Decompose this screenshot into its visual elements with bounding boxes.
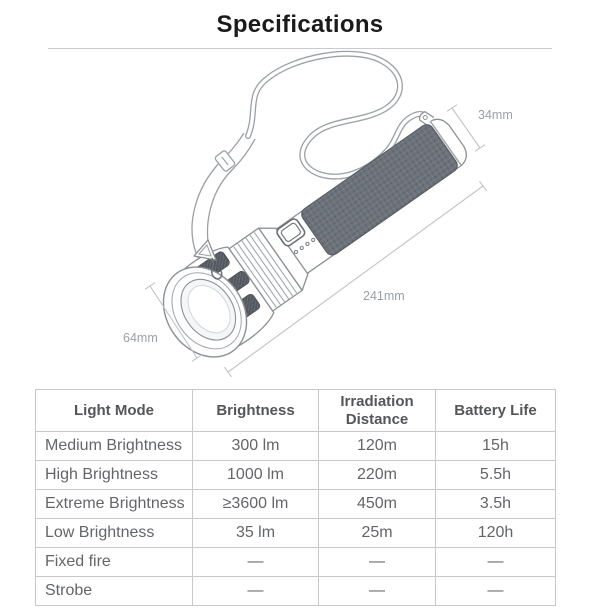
cell-battery: — (436, 548, 556, 577)
cell-distance: 25m (319, 519, 436, 548)
flashlight-body (146, 97, 484, 374)
cell-battery: 15h (436, 432, 556, 461)
table-row (36, 548, 556, 577)
cell-mode: Low Brightness (36, 519, 193, 548)
cell-distance: — (319, 548, 436, 577)
cell-distance: 220m (319, 461, 436, 490)
cell-distance: 450m (319, 490, 436, 519)
table-row (36, 490, 556, 519)
table-row (36, 577, 556, 606)
cell-battery: 5.5h (436, 461, 556, 490)
cell-mode: High Brightness (36, 461, 193, 490)
cell-brightness: — (193, 577, 319, 606)
column-header-battery-life: Battery Life (436, 390, 556, 432)
cell-brightness: ≥3600 lm (193, 490, 319, 519)
column-header-light-mode: Light Mode (36, 390, 193, 432)
column-header-irradiation-distance: Irradiation Distance (319, 390, 436, 432)
table-header-row (36, 390, 556, 432)
cell-brightness: 1000 lm (193, 461, 319, 490)
spec-table (35, 389, 556, 606)
table-row (36, 519, 556, 548)
dimension-label-tail: 34mm (478, 108, 513, 122)
cell-battery: — (436, 577, 556, 606)
cell-mode: Fixed fire (36, 548, 193, 577)
cell-battery: 3.5h (436, 490, 556, 519)
cell-mode: Extreme Brightness (36, 490, 193, 519)
cell-brightness: — (193, 548, 319, 577)
cell-battery: 120h (436, 519, 556, 548)
column-header-brightness: Brightness (193, 390, 319, 432)
cell-brightness: 35 lm (193, 519, 319, 548)
dimension-label-head: 64mm (123, 331, 158, 345)
flashlight-illustration (0, 49, 600, 387)
cell-distance: — (319, 577, 436, 606)
cell-mode: Strobe (36, 577, 193, 606)
page-title: Specifications (216, 11, 384, 38)
cell-mode: Medium Brightness (36, 432, 193, 461)
dimension-label-length: 241mm (363, 289, 405, 303)
table-row (36, 461, 556, 490)
table-row (36, 432, 556, 461)
grip (299, 122, 460, 258)
cell-brightness: 300 lm (193, 432, 319, 461)
cell-distance: 120m (319, 432, 436, 461)
